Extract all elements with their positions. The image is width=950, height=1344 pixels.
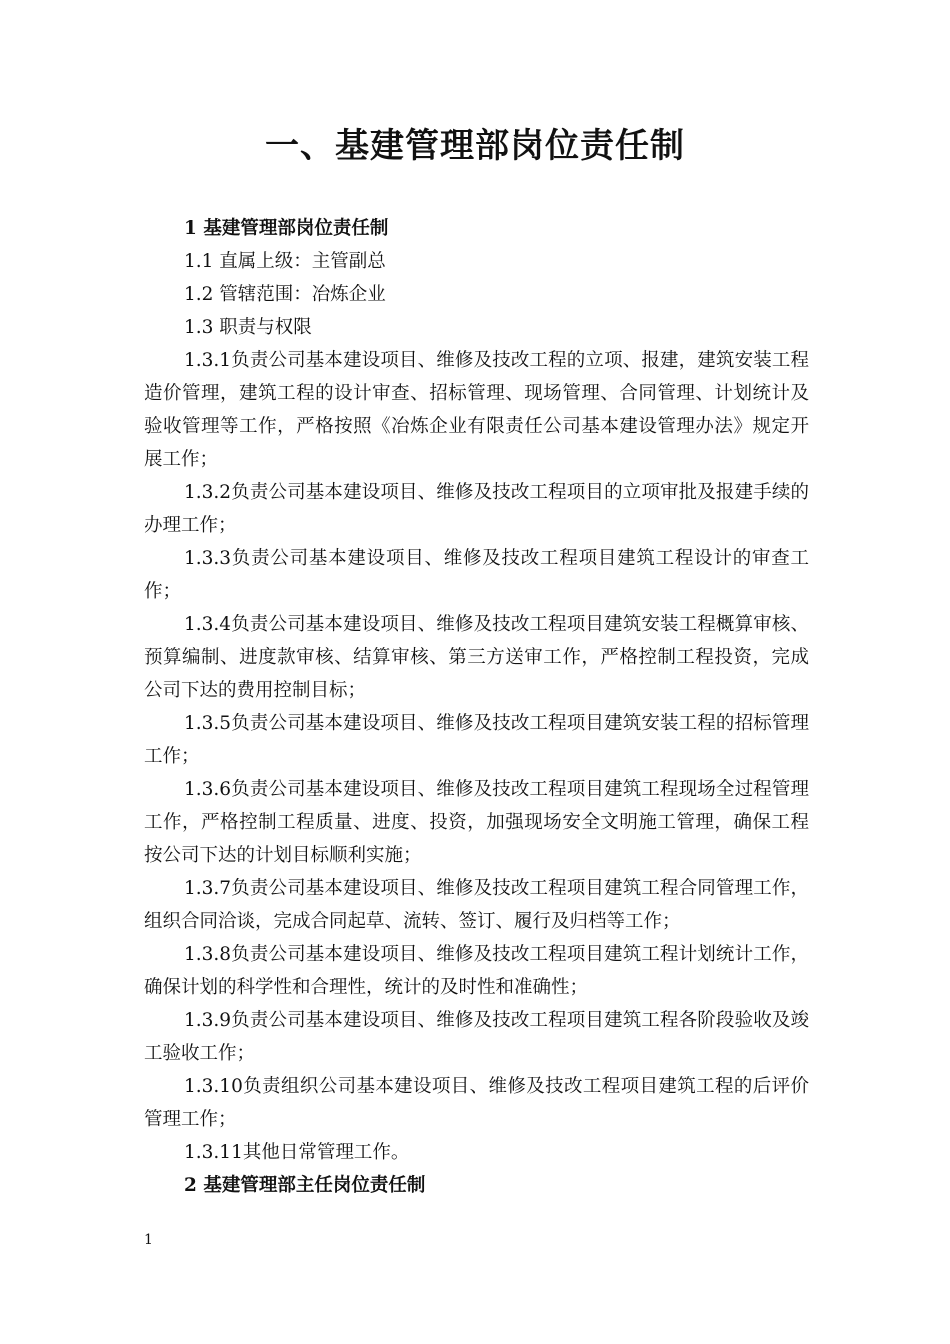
page-number: 1 — [144, 1232, 153, 1248]
paragraph-1-3: 1.3 职责与权限 — [184, 317, 312, 338]
paragraph-1-3-6: 1.3.6负责公司基本建设项目、维修及技改工程项目建筑工程现场全过程管理工作，严格控制工程质量、进度、投资，加强现场安全文明施工管理，确保工程按公司下达的计划目标顺利实施； — [144, 779, 809, 866]
paragraph-1-3-3: 1.3.3负责公司基本建设项目、维修及技改工程项目建筑工程设计的审查工作； — [144, 548, 809, 602]
paragraph-1-3-11: 1.3.11其他日常管理工作。 — [184, 1142, 410, 1163]
document-body — [144, 212, 809, 1202]
paragraph-1-3-7: 1.3.7负责公司基本建设项目、维修及技改工程项目建筑工程合同管理工作，组织合同洽谈，完成合同起草、流转、签订、履行及归档等工作； — [144, 878, 809, 932]
paragraph-1-3-4: 1.3.4负责公司基本建设项目、维修及技改工程项目建筑安装工程概算审核、预算编制、进度款审核、结算审核、第三方送审工作，严格控制工程投资，完成公司下达的费用控制目标； — [144, 614, 809, 701]
document-title: 一、基建管理部岗位责任制 — [265, 126, 685, 166]
paragraph-1-3-2: 1.3.2负责公司基本建设项目、维修及技改工程项目的立项审批及报建手续的办理工作； — [144, 482, 809, 536]
paragraph-1-3-9: 1.3.9负责公司基本建设项目、维修及技改工程项目建筑工程各阶段验收及竣工验收工作； — [144, 1010, 809, 1064]
paragraph-1-3-8: 1.3.8负责公司基本建设项目、维修及技改工程项目建筑工程计划统计工作，确保计划的科学性和合理性，统计的及时性和准确性； — [144, 944, 809, 998]
paragraph-1-1: 1.1 直属上级：主管副总 — [184, 251, 386, 272]
paragraph-1-3-10: 1.3.10负责组织公司基本建设项目、维修及技改工程项目建筑工程的后评价管理工作； — [144, 1076, 809, 1130]
paragraph-1-3-5: 1.3.5负责公司基本建设项目、维修及技改工程项目建筑安装工程的招标管理工作； — [144, 713, 809, 767]
section-heading-1: 1 基建管理部岗位责任制 — [184, 218, 389, 239]
paragraph-1-2: 1.2 管辖范围：冶炼企业 — [184, 284, 386, 305]
paragraph-1-3-1: 1.3.1负责公司基本建设项目、维修及技改工程的立项、报建，建筑安装工程造价管理，建筑工程的设计审查、招标管理、现场管理、合同管理、计划统计及验收管理等工作，严格按照《冶炼企业有限责任公司基本建设管理办法》规定开展工作； — [144, 350, 809, 470]
section-heading-2: 2 基建管理部主任岗位责任制 — [184, 1175, 426, 1196]
